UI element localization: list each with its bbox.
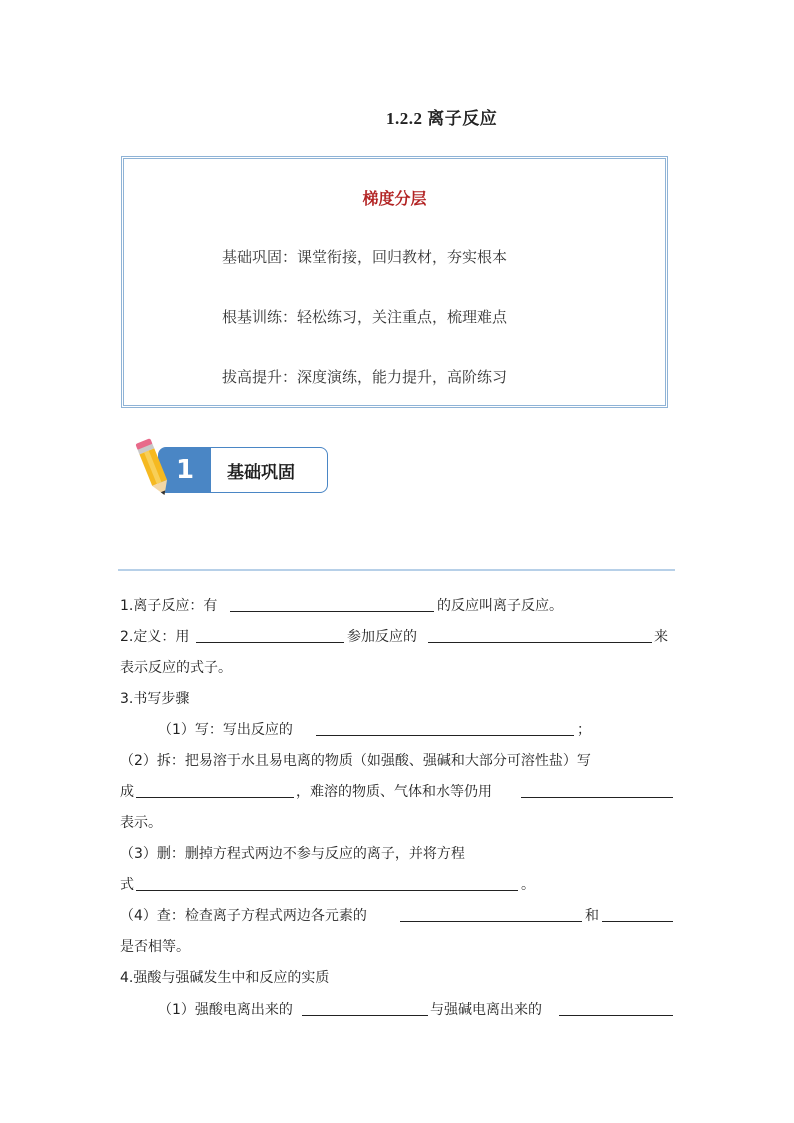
question-2-text: 2.定义：用 (120, 629, 190, 645)
section-divider (118, 569, 675, 571)
question-4-text: 4.强酸与强碱发生中和反应的实质 (120, 970, 330, 986)
question-3-3-text: （3）删：删掉方程式两边不参与反应的离子，并将方程 (120, 846, 465, 862)
answer-blank[interactable] (602, 921, 673, 922)
layers-heading: 梯度分层 (362, 189, 427, 208)
answer-blank[interactable] (136, 890, 518, 891)
question-3-2-end: 表示。 (120, 815, 162, 831)
question-3-2-cont: 成 (120, 784, 134, 800)
question-3-1-text: （1）写：写出反应的 (158, 722, 293, 738)
answer-blank[interactable] (428, 642, 652, 643)
gradient-layers-box (121, 156, 668, 408)
question-3-2-text: （2）拆：把易溶于水且易电离的物质（如强酸、强碱和大部分可溶性盐）写 (120, 753, 591, 769)
section-badge (158, 447, 328, 493)
page-title: 1.2.2 离子反应 (386, 109, 498, 128)
question-3-2-mid: ，难溶的物质、气体和水等仍用 (296, 784, 492, 800)
answer-blank[interactable] (302, 1015, 428, 1016)
question-3-1-end: ； (577, 722, 591, 738)
layer-line-foundation: 根基训练：轻松练习，关注重点，梳理难点 (222, 308, 508, 326)
answer-blank[interactable] (136, 797, 294, 798)
question-2-text-cont: 表示反应的式子。 (120, 660, 232, 676)
answer-blank[interactable] (521, 797, 673, 798)
answer-blank[interactable] (316, 735, 574, 736)
answer-blank[interactable] (196, 642, 344, 643)
answer-blank[interactable] (559, 1015, 673, 1016)
layer-line-advanced: 拔高提升：深度演练，能力提升，高阶练习 (222, 368, 508, 386)
question-3-4-text: （4）查：检查离子方程式两边各元素的 (120, 908, 367, 924)
question-3-4-end: 是否相等。 (120, 939, 190, 955)
answer-blank[interactable] (230, 611, 434, 612)
question-2-text-tail: 来 (654, 629, 668, 645)
question-3-3-end: 。 (521, 877, 535, 893)
section-number: 1 (159, 448, 211, 492)
question-2-text-mid: 参加反应的 (347, 629, 417, 645)
question-3-text: 3.书写步骤 (120, 691, 190, 707)
answer-blank[interactable] (400, 921, 582, 922)
question-4-1-text: （1）强酸电离出来的 (158, 1002, 293, 1018)
layer-line-basic: 基础巩固：课堂衔接，回归教材，夯实根本 (222, 248, 508, 266)
section-label: 基础巩固 (227, 463, 295, 482)
question-4-1-mid: 与强碱电离出来的 (430, 1002, 542, 1018)
question-3-3-cont: 式 (120, 877, 134, 893)
pencil-icon (134, 437, 174, 501)
question-1-text: 1.离子反应：有 (120, 598, 218, 614)
question-1-text-end: 的反应叫离子反应。 (437, 598, 563, 614)
question-3-4-mid: 和 (585, 908, 599, 924)
